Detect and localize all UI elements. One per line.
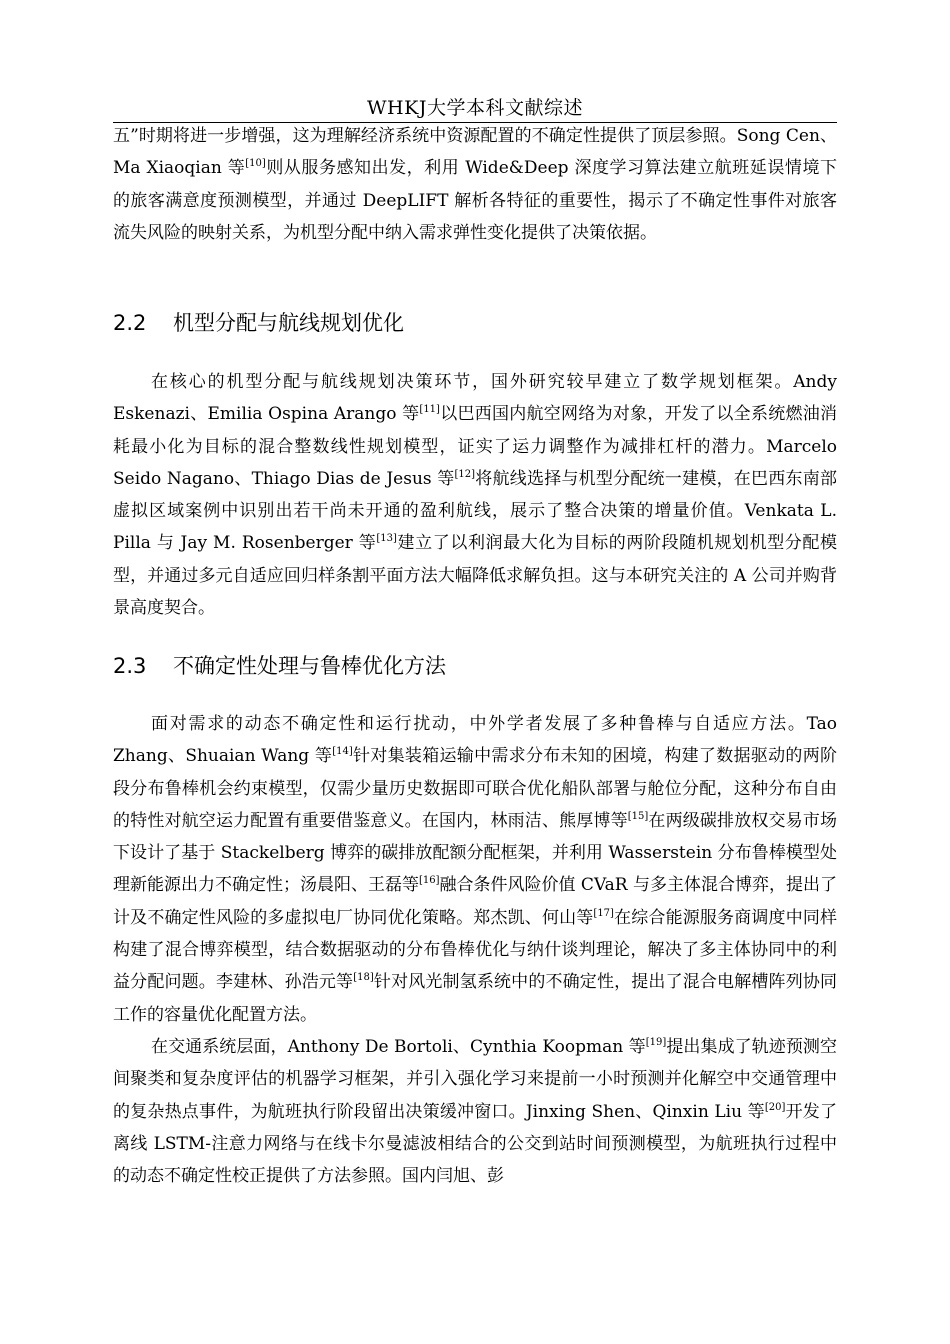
citation-ref: [17] [593,907,614,919]
paragraph-text: 五”时期将进一步增强，这为理解经济系统中资源配置的不确定性提供了顶层参照。Song Cen、Ma Xiaoqian 等 [113,126,837,179]
paragraph-fleet-assignment [113,366,837,624]
paragraph-text: 则从服务感知出发，利用 Wide&Deep 深度学习算法建立航班延误情境下的旅客满意度预测模型，并通过 DeepLIFT 解析各特征的重要性，揭示了不确定性事件对旅客流失风险的映射关系，为机型分配中纳入需求弹性变化提供了决策依据。 [113,158,837,243]
paragraph-text: 在综合能源服务商调度中同样构建了混合博弈模型，结合数据驱动的分布鲁棒优化与纳什谈判理论，解决了多主体协同中的利益分配问题。李建林、孙浩元等 [113,907,838,993]
paragraph-text: 建立了以利润最大化为目标的两阶段随机规划机型分配模型，并通过多元自适应回归样条割平面方法大幅降低求解负担。这与本研究关注的 A 公司并购背景高度契合。 [113,533,837,619]
section-number: 2.2 [113,311,147,335]
citation-ref: [16] [419,875,440,887]
section-number: 2.3 [113,654,147,678]
citation-ref: [20] [764,1101,786,1113]
citation-ref: [13] [376,533,397,545]
section-title: 机型分配与航线规划优化 [173,311,404,335]
citation-ref: [12] [454,468,476,480]
paragraph-text: 在两级碳排放权交易市场下设计了基于 Stackelberg 博弈的碳排放配额分配框架，并利用 Wasserstein 分布鲁棒模型处理新能源出力不确定性；汤晨阳、王磊等 [113,810,838,896]
paragraph-text: 在核心的机型分配与航线规划决策环节，国外研究较早建立了数学规划框架。Andy Eskenazi、Emilia Ospina Arango 等 [113,372,837,425]
paragraph-robust-methods [113,708,837,1192]
citation-ref: [11] [419,404,440,416]
paragraph-text: 针对风光制氢系统中的不确定性，提出了混合电解槽阵列协同工作的容量优化配置方法。 [113,972,838,1025]
section-heading-2-3 [113,651,837,681]
paragraph-continued [113,120,837,249]
citation-ref: [18] [353,972,374,984]
citation-ref: [15] [627,810,649,822]
paragraph-text: 提出集成了轨迹预测空间聚类和复杂度评估的机器学习框架，并引入强化学习来提前一小时预测并化解空中交通管理中的复杂热点事件，为航班执行阶段留出决策缓冲窗口。Jinxing Shen、Qinxin Liu 等 [113,1036,838,1122]
citation-ref: [19] [645,1036,667,1048]
paragraph-text: 以巴西国内航空网络为对象，开发了以全系统燃油消耗最小化为目标的混合整数线性规划模型，证实了运力调整作为减排杠杆的潜力。Marcelo Seido Nagano、Thiago Dias de Jesus 等 [113,404,837,489]
paragraph-text: 在交通系统层面，Anthony De Bortoli、Cynthia Koopman 等 [151,1036,646,1057]
paragraph-text: 开发了离线 LSTM-注意力网络与在线卡尔曼滤波相结合的公交到站时间预测模型，为航班执行过程中的动态不确定性校正提供了方法参照。国内闫旭、彭 [113,1101,838,1187]
section-heading-2-2 [113,308,837,338]
paragraph-text: 将航线选择与机型分配统一建模，在巴西东南部虚拟区域案例中识别出若干尚未开通的盈利航线，展示了整合决策的增量价值。Venkata L. Pilla 与 Jay M. Rosenberger 等 [113,468,837,554]
paragraph-text: 融合条件风险价值 CVaR 与多主体混合博弈，提出了计及不确定性风险的多虚拟电厂协同优化策略。郑杰凯、何山等 [113,875,837,928]
running-header: WHKJ大学本科文献综述 [367,97,583,119]
paragraph-text: 针对集装箱运输中需求分布未知的困境，构建了数据驱动的两阶段分布鲁棒机会约束模型，仅需少量历史数据即可联合优化船队部署与舱位分配，这种分布自由的特性对航空运力配置有重要借鉴意义。在国内，林雨洁、熊厚博等 [113,746,838,831]
section-title: 不确定性处理与鲁棒优化方法 [173,654,446,678]
paragraph-text: 面对需求的动态不确定性和运行扰动，中外学者发展了多种鲁棒与自适应方法。Tao Zhang、Shuaian Wang 等 [113,714,837,767]
citation-ref: [14] [332,746,353,758]
citation-ref: [10] [245,158,266,170]
